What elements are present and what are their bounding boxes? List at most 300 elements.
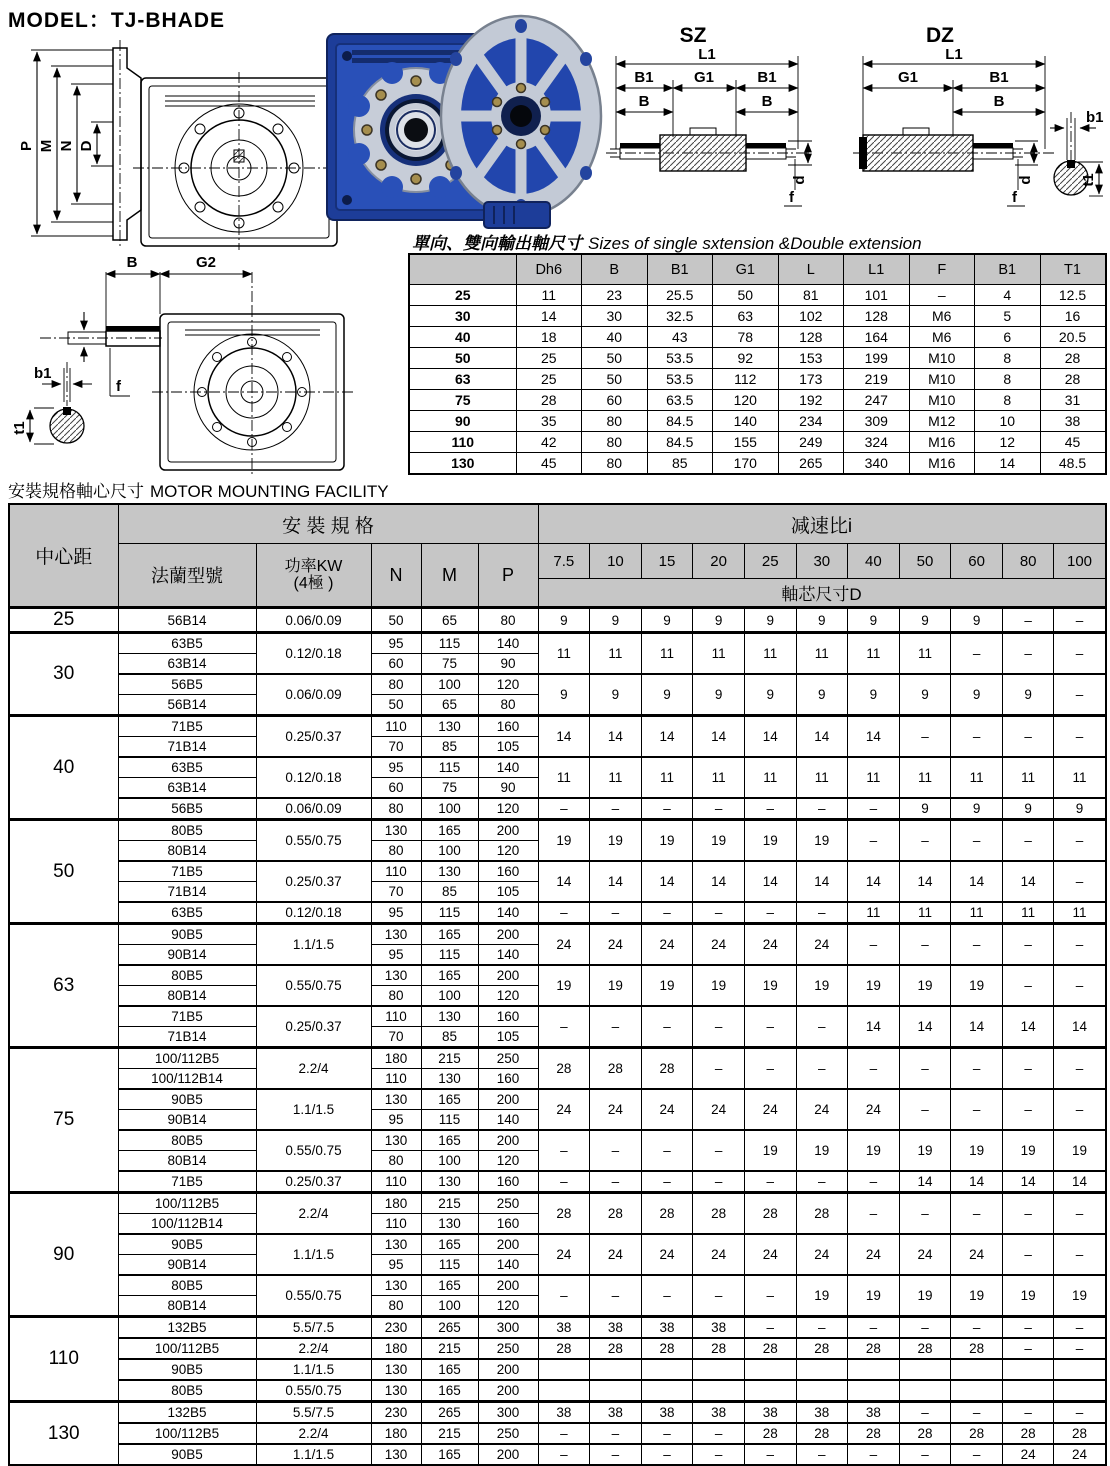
power-cell: 2.2/4	[256, 1193, 371, 1235]
ratio-d-cell: 19	[590, 820, 642, 862]
ratio-d-cell: –	[951, 1317, 1003, 1339]
shaft-dim-value: 101	[844, 285, 910, 306]
flange-cell: 90B14	[118, 1255, 256, 1276]
ratio-d-cell: –	[744, 1048, 796, 1090]
shaft-dim-value: 50	[582, 369, 648, 390]
ratio-d-cell: –	[1002, 924, 1054, 966]
ratio-d-cell: 19	[693, 820, 745, 862]
mounting-row	[9, 1130, 1106, 1151]
ratio-d-cell: 11	[693, 757, 745, 798]
flange-cell: 71B14	[118, 1027, 256, 1048]
shaft-table-header-B1: B1	[647, 254, 713, 285]
power-cell: 0.25/0.37	[256, 716, 371, 758]
m-cell: 165	[421, 1089, 478, 1110]
ratio-d-cell: 19	[848, 965, 900, 1006]
m-cell: 130	[421, 861, 478, 882]
shaft-table-header-row	[409, 254, 1106, 285]
shaft-dim-value: M12	[909, 411, 975, 432]
m-cell: 100	[421, 841, 478, 862]
flange-cell: 80B14	[118, 986, 256, 1007]
ratio-d-cell: –	[848, 1048, 900, 1090]
p-cell: 120	[478, 841, 538, 862]
flange-cell: 90B5	[118, 1089, 256, 1110]
ratio-d-cell	[899, 1380, 951, 1402]
shaft-table-caption	[412, 229, 922, 254]
n-cell: 110	[371, 861, 421, 882]
flange-cell: 71B5	[118, 1171, 256, 1193]
ratio-d-cell: 14	[1002, 1006, 1054, 1048]
ratio-d-cell: 24	[538, 924, 590, 966]
ratio-d-cell: 38	[590, 1317, 642, 1339]
shaft-table-row	[409, 369, 1106, 390]
sz-dim-l1: L1	[698, 46, 716, 63]
shaft-dim-value: M6	[909, 327, 975, 348]
ratio-d-cell: –	[1002, 1402, 1054, 1424]
p-cell: 120	[478, 1296, 538, 1317]
p-cell: 200	[478, 1130, 538, 1151]
power-cell: 5.5/7.5	[256, 1317, 371, 1339]
p-cell: 250	[478, 1338, 538, 1359]
shaft-dim-value: M10	[909, 369, 975, 390]
ratio-d-cell: 14	[899, 1006, 951, 1048]
ratio-d-cell: 11	[590, 757, 642, 798]
m-cell: 115	[421, 902, 478, 924]
shaft-dim-value: 50	[713, 285, 779, 306]
p-cell: 200	[478, 820, 538, 841]
sz-dim-d: d	[791, 175, 808, 185]
sz-dim-f: f	[789, 189, 794, 206]
p-cell: 200	[478, 1380, 538, 1402]
header-ratio-60: 60	[951, 544, 1003, 579]
m-cell: 115	[421, 633, 478, 654]
header-power-line2: (4極 )	[293, 575, 334, 592]
ratio-d-cell	[848, 1380, 900, 1402]
ratio-d-cell: 14	[1002, 1171, 1054, 1193]
ratio-d-cell: 11	[951, 757, 1003, 798]
shaft-dim-value: 8	[975, 369, 1041, 390]
side-view-drawing	[10, 250, 360, 474]
ratio-d-cell: 19	[744, 1130, 796, 1171]
shaft-dim-value: 92	[713, 348, 779, 369]
ratio-d-cell: 38	[538, 1317, 590, 1339]
ratio-d-cell: 11	[693, 633, 745, 675]
shaft-dim-value: 43	[647, 327, 713, 348]
p-cell: 140	[478, 945, 538, 966]
ratio-d-cell: 28	[641, 1338, 693, 1359]
ratio-d-cell: 11	[848, 633, 900, 675]
m-cell: 265	[421, 1317, 478, 1339]
m-cell: 85	[421, 1027, 478, 1048]
ratio-d-cell: –	[590, 1275, 642, 1317]
shaft-size-label: 40	[409, 327, 516, 348]
shaft-dim-value: M10	[909, 390, 975, 411]
ratio-d-cell: –	[899, 924, 951, 966]
power-cell: 1.1/1.5	[256, 924, 371, 966]
shaft-dim-value: 80	[582, 432, 648, 453]
shaft-dim-value: 128	[844, 306, 910, 327]
shaft-dim-value: 4	[975, 285, 1041, 306]
n-cell: 50	[371, 695, 421, 716]
ratio-d-cell: –	[744, 1171, 796, 1193]
p-cell: 300	[478, 1317, 538, 1339]
shaft-dim-value: 170	[713, 453, 779, 475]
ratio-d-cell	[1054, 1380, 1106, 1402]
ratio-d-cell: 24	[693, 1234, 745, 1275]
ratio-d-cell: –	[1054, 633, 1106, 675]
shaft-dim-value: 14	[975, 453, 1041, 475]
ratio-d-cell: 11	[899, 757, 951, 798]
n-cell: 70	[371, 737, 421, 758]
ratio-d-cell: 11	[590, 633, 642, 675]
shaft-table-header-B: B	[582, 254, 648, 285]
ratio-d-cell: 11	[899, 633, 951, 675]
header-power-kw	[256, 544, 371, 608]
mounting-row	[9, 757, 1106, 778]
ratio-d-cell: –	[951, 1048, 1003, 1090]
m-cell: 215	[421, 1423, 478, 1444]
center-distance-cell: 75	[9, 1048, 118, 1193]
flange-cell: 63B14	[118, 778, 256, 799]
p-cell: 80	[478, 608, 538, 633]
ratio-d-cell: –	[1054, 716, 1106, 758]
flange-cell: 56B5	[118, 798, 256, 820]
dz-dim-l1: L1	[945, 46, 963, 63]
center-distance-cell: 90	[9, 1193, 118, 1317]
ratio-d-cell: 19	[641, 965, 693, 1006]
ratio-d-cell: 11	[538, 757, 590, 798]
shaft-caption-zh: 單向、雙向輸出軸尺寸	[412, 234, 582, 253]
ratio-d-cell: 24	[848, 1234, 900, 1275]
flange-cell: 90B5	[118, 1444, 256, 1465]
flange-cell: 71B14	[118, 737, 256, 758]
dim-label-b1: b1	[34, 365, 52, 382]
ratio-d-cell: 38	[693, 1402, 745, 1424]
ratio-d-cell: –	[693, 1171, 745, 1193]
ratio-d-cell: 28	[538, 1193, 590, 1235]
center-distance-cell: 130	[9, 1402, 118, 1466]
flange-cell: 80B14	[118, 1151, 256, 1172]
flange-cell: 100/112B5	[118, 1193, 256, 1214]
p-cell: 160	[478, 861, 538, 882]
ratio-d-cell: –	[744, 1275, 796, 1317]
shaft-dim-value: 81	[778, 285, 844, 306]
ratio-d-cell	[744, 1359, 796, 1380]
power-cell: 0.55/0.75	[256, 1130, 371, 1171]
ratio-d-cell: 28	[848, 1338, 900, 1359]
shaft-dim-value: 112	[713, 369, 779, 390]
ratio-d-cell: –	[951, 716, 1003, 758]
ratio-d-cell: –	[641, 798, 693, 820]
ratio-d-cell: 24	[951, 1234, 1003, 1275]
shaft-dim-value: 12	[975, 432, 1041, 453]
mounting-row	[9, 965, 1106, 986]
m-cell: 130	[421, 1069, 478, 1090]
m-cell: 100	[421, 1151, 478, 1172]
sz-title: SZ	[679, 24, 707, 47]
ratio-d-cell: 9	[848, 674, 900, 716]
shaft-size-label: 25	[409, 285, 516, 306]
shaft-table-row	[409, 453, 1106, 475]
shaft-table-row	[409, 348, 1106, 369]
ratio-d-cell: –	[1054, 1234, 1106, 1275]
ratio-d-cell: 24	[590, 1234, 642, 1275]
mounting-row	[9, 1444, 1106, 1465]
ratio-d-cell: 28	[693, 1338, 745, 1359]
motor-mounting-table	[8, 503, 1107, 1466]
shaft-dim-value: 45	[1040, 432, 1106, 453]
flange-cell: 56B5	[118, 674, 256, 695]
ratio-d-cell: 28	[590, 1048, 642, 1090]
shaft-table-row	[409, 285, 1106, 306]
ratio-d-cell	[899, 1359, 951, 1380]
shaft-dim-value: 80	[582, 453, 648, 475]
ratio-d-cell: 11	[538, 633, 590, 675]
shaft-dim-value: 140	[713, 411, 779, 432]
m-cell: 165	[421, 965, 478, 986]
m-cell: 165	[421, 820, 478, 841]
n-cell: 110	[371, 1214, 421, 1235]
ratio-d-cell: 24	[641, 1089, 693, 1130]
m-cell: 75	[421, 778, 478, 799]
p-cell: 200	[478, 1089, 538, 1110]
flange-cell: 63B5	[118, 757, 256, 778]
ratio-d-cell	[590, 1359, 642, 1380]
flange-cell: 100/112B14	[118, 1069, 256, 1090]
ratio-d-cell: –	[693, 798, 745, 820]
shaft-dim-value: 30	[582, 306, 648, 327]
ratio-d-cell: 14	[1054, 1171, 1106, 1193]
shaft-table-row	[409, 390, 1106, 411]
shaft-dim-value: 42	[516, 432, 582, 453]
power-cell: 2.2/4	[256, 1048, 371, 1090]
m-cell: 130	[421, 1006, 478, 1027]
sz-dim-b-left: B	[638, 93, 650, 110]
ratio-d-cell: 14	[590, 861, 642, 902]
ratio-d-cell: 9	[848, 608, 900, 633]
ratio-d-cell: –	[951, 924, 1003, 966]
ratio-d-cell: 19	[1002, 1275, 1054, 1317]
shaft-dim-value: 78	[713, 327, 779, 348]
ratio-d-cell: 24	[538, 1089, 590, 1130]
ratio-d-cell: 9	[641, 674, 693, 716]
ratio-d-cell	[538, 1359, 590, 1380]
mounting-row	[9, 608, 1106, 633]
p-cell: 105	[478, 1027, 538, 1048]
ratio-d-cell: 19	[796, 965, 848, 1006]
ratio-d-cell: 14	[899, 1171, 951, 1193]
ratio-d-cell: –	[744, 1444, 796, 1465]
n-cell: 95	[371, 757, 421, 778]
flange-cell: 100/112B5	[118, 1338, 256, 1359]
n-cell: 95	[371, 945, 421, 966]
ratio-d-cell: –	[951, 1444, 1003, 1465]
ratio-d-cell: 9	[951, 608, 1003, 633]
shaft-dim-value: 23	[582, 285, 648, 306]
shaft-dim-value: 164	[844, 327, 910, 348]
n-cell: 110	[371, 1069, 421, 1090]
ratio-d-cell: –	[590, 1423, 642, 1444]
n-cell: 180	[371, 1048, 421, 1069]
ratio-d-cell	[848, 1359, 900, 1380]
ratio-d-cell: –	[899, 1089, 951, 1130]
flange-cell: 100/112B5	[118, 1423, 256, 1444]
shaft-table-header-B1: B1	[975, 254, 1041, 285]
ratio-d-cell: 38	[538, 1402, 590, 1424]
p-cell: 140	[478, 902, 538, 924]
ratio-d-cell: 11	[744, 757, 796, 798]
shaft-dim-value: 28	[1040, 369, 1106, 390]
mounting-row	[9, 633, 1106, 654]
ratio-d-cell: –	[693, 1275, 745, 1317]
shaft-dim-value: 8	[975, 348, 1041, 369]
shaft-size-label: 130	[409, 453, 516, 475]
power-cell: 1.1/1.5	[256, 1359, 371, 1380]
shaft-dim-value: 247	[844, 390, 910, 411]
mounting-row	[9, 924, 1106, 945]
ratio-d-cell: –	[1054, 820, 1106, 862]
header-p: P	[478, 544, 538, 608]
ratio-d-cell: –	[1002, 1089, 1054, 1130]
ratio-d-cell: 19	[796, 1130, 848, 1171]
p-cell: 200	[478, 1234, 538, 1255]
shaft-dim-value: 31	[1040, 390, 1106, 411]
dim-label-d: D	[78, 140, 95, 152]
ratio-d-cell	[1054, 1359, 1106, 1380]
ratio-d-cell: –	[538, 1275, 590, 1317]
ratio-d-cell: –	[899, 1048, 951, 1090]
shaft-dim-value: 153	[778, 348, 844, 369]
p-cell: 200	[478, 1359, 538, 1380]
p-cell: 250	[478, 1423, 538, 1444]
power-cell: 1.1/1.5	[256, 1444, 371, 1465]
p-cell: 105	[478, 737, 538, 758]
m-cell: 130	[421, 1214, 478, 1235]
flange-cell: 71B5	[118, 1006, 256, 1027]
dim-label-f: f	[116, 378, 121, 395]
ratio-d-cell: 28	[693, 1193, 745, 1235]
shaft-table-row	[409, 327, 1106, 348]
shaft-table-row	[409, 411, 1106, 432]
ratio-d-cell: 14	[796, 861, 848, 902]
shaft-size-label: 110	[409, 432, 516, 453]
ratio-d-cell: 9	[899, 608, 951, 633]
power-cell: 1.1/1.5	[256, 1234, 371, 1275]
power-cell: 0.55/0.75	[256, 820, 371, 862]
header-ratio-20: 20	[693, 544, 745, 579]
keyway-dim-b1: b1	[1086, 109, 1104, 126]
shaft-dim-value: 28	[1040, 348, 1106, 369]
shaft-table-header-blank	[409, 254, 516, 285]
shaft-size-label: 90	[409, 411, 516, 432]
p-cell: 160	[478, 716, 538, 737]
m-cell: 215	[421, 1338, 478, 1359]
ratio-d-cell: 24	[744, 1089, 796, 1130]
ratio-d-cell: 28	[796, 1338, 848, 1359]
header-ratio-100: 100	[1054, 544, 1106, 579]
ratio-d-cell: 14	[744, 716, 796, 758]
ratio-d-cell: –	[693, 1048, 745, 1090]
ratio-d-cell: 11	[744, 633, 796, 675]
power-cell: 0.55/0.75	[256, 965, 371, 1006]
ratio-d-cell	[538, 1380, 590, 1402]
ratio-d-cell: 14	[1002, 861, 1054, 902]
m-cell: 165	[421, 1275, 478, 1296]
n-cell: 80	[371, 1151, 421, 1172]
mounting-row	[9, 1048, 1106, 1069]
shaft-dim-value: 20.5	[1040, 327, 1106, 348]
ratio-d-cell: 11	[848, 902, 900, 924]
ratio-d-cell: 28	[899, 1338, 951, 1359]
flange-cell: 71B5	[118, 716, 256, 737]
ratio-d-cell: 28	[796, 1423, 848, 1444]
mounting-row	[9, 716, 1106, 737]
ratio-d-cell: 28	[744, 1193, 796, 1235]
ratio-d-cell: –	[848, 820, 900, 862]
ratio-d-cell: 19	[951, 1130, 1003, 1171]
shaft-dim-value: 63	[713, 306, 779, 327]
sz-dim-b1-left: B1	[634, 69, 654, 86]
ratio-d-cell: –	[1054, 674, 1106, 716]
ratio-d-cell: 14	[848, 716, 900, 758]
ratio-d-cell: 9	[590, 674, 642, 716]
ratio-d-cell: –	[538, 1130, 590, 1171]
center-distance-cell: 30	[9, 633, 118, 716]
p-cell: 140	[478, 1110, 538, 1131]
p-cell: 105	[478, 882, 538, 903]
p-cell: 250	[478, 1193, 538, 1214]
ratio-d-cell: 9	[590, 608, 642, 633]
ratio-d-cell: 11	[1002, 902, 1054, 924]
n-cell: 130	[371, 965, 421, 986]
ratio-d-cell: –	[951, 633, 1003, 675]
shaft-dim-value: 128	[778, 327, 844, 348]
n-cell: 80	[371, 841, 421, 862]
shaft-dim-value: 10	[975, 411, 1041, 432]
ratio-d-cell	[641, 1380, 693, 1402]
shaft-table-header-T1: T1	[1040, 254, 1106, 285]
power-cell: 0.12/0.18	[256, 902, 371, 924]
mounting-row	[9, 861, 1106, 882]
flange-cell: 71B5	[118, 861, 256, 882]
ratio-d-cell: 28	[744, 1423, 796, 1444]
ratio-d-cell: 9	[796, 674, 848, 716]
mounting-row	[9, 820, 1106, 841]
shaft-dim-value: 340	[844, 453, 910, 475]
ratio-d-cell: –	[951, 820, 1003, 862]
ratio-d-cell: –	[538, 902, 590, 924]
m-cell: 85	[421, 737, 478, 758]
m-cell: 130	[421, 1171, 478, 1193]
mounting-row	[9, 1171, 1106, 1193]
dim-label-b: B	[126, 254, 138, 271]
shaft-dim-value: –	[909, 285, 975, 306]
m-cell: 75	[421, 654, 478, 675]
flange-cell: 132B5	[118, 1402, 256, 1424]
mounting-header-row-1	[9, 504, 1106, 544]
ratio-d-cell: –	[951, 1089, 1003, 1130]
flange-cell: 100/112B14	[118, 1214, 256, 1235]
ratio-d-cell: 14	[848, 861, 900, 902]
mounting-row	[9, 1275, 1106, 1296]
n-cell: 180	[371, 1193, 421, 1214]
shaft-dim-value: 12.5	[1040, 285, 1106, 306]
m-cell: 165	[421, 924, 478, 945]
flange-cell: 63B14	[118, 654, 256, 675]
flange-cell: 80B5	[118, 1275, 256, 1296]
n-cell: 50	[371, 608, 421, 633]
shaft-dim-value: 18	[516, 327, 582, 348]
ratio-d-cell	[1002, 1359, 1054, 1380]
